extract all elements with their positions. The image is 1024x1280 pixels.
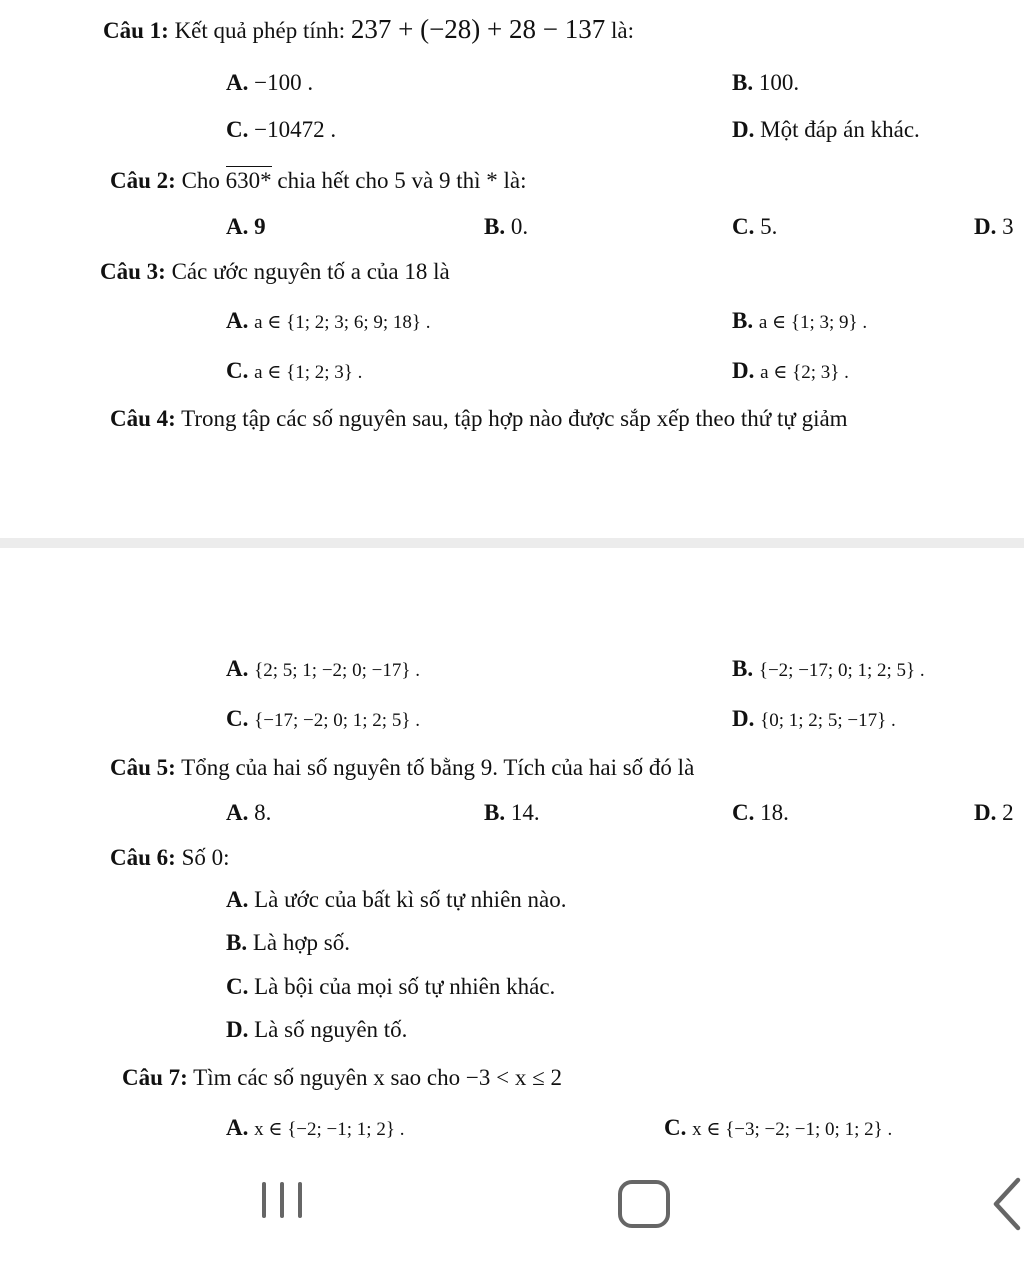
option-value: x ∈ {−2; −1; 1; 2} .	[254, 1119, 405, 1140]
option-value: Là bội của mọi số tự nhiên khác.	[254, 974, 556, 999]
home-icon[interactable]	[612, 1174, 672, 1228]
q6-option-b[interactable]	[226, 930, 350, 956]
q5-option-d[interactable]	[974, 800, 1014, 826]
page-separator	[0, 538, 1024, 548]
option-value: −100 .	[254, 70, 314, 95]
q3-option-a[interactable]	[226, 308, 431, 334]
option-value: Là hợp số.	[252, 930, 350, 955]
option-label: A.	[226, 70, 249, 95]
q4-option-c[interactable]	[226, 706, 420, 732]
q7-stem	[122, 1065, 562, 1091]
q1-stem	[103, 14, 634, 45]
q1-option-a[interactable]	[226, 70, 313, 96]
q4-option-a[interactable]	[226, 656, 420, 682]
q5-option-a[interactable]	[226, 800, 271, 826]
q4-label: Câu 4:	[110, 406, 176, 431]
q1-option-d[interactable]	[732, 117, 920, 143]
option-value: {−2; −17; 0; 1; 2; 5} .	[758, 660, 925, 681]
q6-option-d[interactable]	[226, 1017, 407, 1043]
option-value: a ∈ {2; 3} .	[760, 362, 849, 383]
option-label: D.	[732, 706, 755, 731]
option-label: D.	[974, 800, 997, 825]
q3-stem	[100, 259, 450, 285]
option-label: B.	[732, 656, 754, 681]
option-label: C.	[226, 358, 249, 383]
q5-label: Câu 5:	[110, 755, 176, 780]
q7-condition: −3 < x ≤ 2	[465, 1065, 562, 1090]
q1-text: Kết quả phép tính:	[174, 18, 346, 43]
q2-option-d[interactable]	[974, 214, 1014, 240]
option-value: a ∈ {1; 3; 9} .	[758, 312, 868, 333]
q1-suffix: là:	[611, 18, 634, 43]
option-label: B.	[226, 930, 248, 955]
q5-text: Tổng của hai số nguyên tố bằng 9. Tích của hai số đó là	[181, 755, 695, 780]
option-label: A.	[226, 308, 249, 333]
q7-option-c[interactable]	[664, 1115, 892, 1141]
navigation-bar	[0, 1150, 1024, 1280]
option-label: D.	[732, 117, 755, 142]
option-label: A.	[226, 1115, 249, 1140]
q4-option-d[interactable]	[732, 706, 896, 732]
option-value: 14.	[510, 800, 540, 825]
q6-label: Câu 6:	[110, 845, 176, 870]
option-value: x ∈ {−3; −2; −1; 0; 1; 2} .	[692, 1119, 893, 1140]
q3-option-b[interactable]	[732, 308, 867, 334]
q5-option-c[interactable]	[732, 800, 789, 826]
option-value: Là số nguyên tố.	[254, 1017, 408, 1042]
option-label: B.	[484, 800, 506, 825]
q6-stem	[110, 845, 230, 871]
option-value: a ∈ {1; 2; 3; 6; 9; 18} .	[254, 312, 431, 333]
q1-expression: 237 + (−28) + 28 − 137	[350, 14, 606, 44]
option-label: C.	[226, 706, 249, 731]
q1-label: Câu 1:	[103, 18, 169, 43]
option-value: 5.	[760, 214, 778, 239]
option-label: D.	[226, 1017, 249, 1042]
option-label: B.	[732, 70, 754, 95]
option-label: D.	[974, 214, 997, 239]
option-value: {−17; −2; 0; 1; 2; 5} .	[254, 710, 420, 731]
option-label: B.	[732, 308, 754, 333]
q6-option-a[interactable]	[226, 887, 567, 913]
recent-apps-icon[interactable]	[246, 1176, 316, 1222]
option-value: 3	[1002, 214, 1014, 239]
option-label: C.	[732, 800, 755, 825]
option-label: C.	[226, 974, 249, 999]
option-value: −10472 .	[254, 117, 337, 142]
q6-option-c[interactable]	[226, 974, 555, 1000]
q3-option-d[interactable]	[732, 358, 849, 384]
option-value: 9	[254, 214, 266, 239]
option-label: C.	[664, 1115, 687, 1140]
option-value: a ∈ {1; 2; 3} .	[254, 362, 363, 383]
option-label: C.	[732, 214, 755, 239]
option-value: {2; 5; 1; −2; 0; −17} .	[254, 660, 420, 681]
q3-label: Câu 3:	[100, 259, 166, 284]
q7-option-a[interactable]	[226, 1115, 404, 1141]
q2-text-after: chia hết cho 5 và 9 thì * là:	[277, 168, 527, 193]
option-label: D.	[732, 358, 755, 383]
option-value: 0.	[510, 214, 529, 239]
option-label: A.	[226, 214, 249, 239]
option-value: 8.	[254, 800, 272, 825]
q4-stem	[110, 406, 848, 432]
q3-text: Các ước nguyên tố a của 18 là	[171, 259, 450, 284]
option-value: Một đáp án khác.	[760, 117, 920, 142]
q5-option-b[interactable]	[484, 800, 540, 826]
q7-text: Tìm các số nguyên x sao cho	[193, 1065, 461, 1090]
q2-text-before: Cho	[181, 168, 220, 193]
q1-option-c[interactable]	[226, 117, 336, 143]
option-value: 2	[1002, 800, 1014, 825]
q1-option-b[interactable]	[732, 70, 799, 96]
q2-option-a[interactable]	[226, 214, 266, 240]
q3-option-c[interactable]	[226, 358, 362, 384]
option-label: A.	[226, 800, 249, 825]
option-label: C.	[226, 117, 249, 142]
option-label: A.	[226, 887, 249, 912]
q4-option-b[interactable]	[732, 656, 925, 682]
q2-option-b[interactable]	[484, 214, 528, 240]
option-value: 100.	[758, 70, 800, 95]
q6-text: Số 0:	[181, 845, 230, 870]
option-value: {0; 1; 2; 5; −17} .	[760, 710, 896, 731]
q4-text: Trong tập các số nguyên sau, tập hợp nào được sắp xếp theo thứ tự giảm	[181, 406, 848, 431]
option-label: A.	[226, 656, 249, 681]
option-label: B.	[484, 214, 506, 239]
option-value: Là ước của bất kì số tự nhiên nào.	[254, 887, 567, 912]
q2-stem	[110, 168, 527, 194]
q2-label: Câu 2:	[110, 168, 176, 193]
q7-label: Câu 7:	[122, 1065, 188, 1090]
q2-option-c[interactable]	[732, 214, 777, 240]
option-value: 18.	[760, 800, 789, 825]
q5-stem	[110, 755, 694, 781]
q2-number: 630*	[225, 168, 272, 193]
back-icon[interactable]	[980, 1176, 1024, 1232]
